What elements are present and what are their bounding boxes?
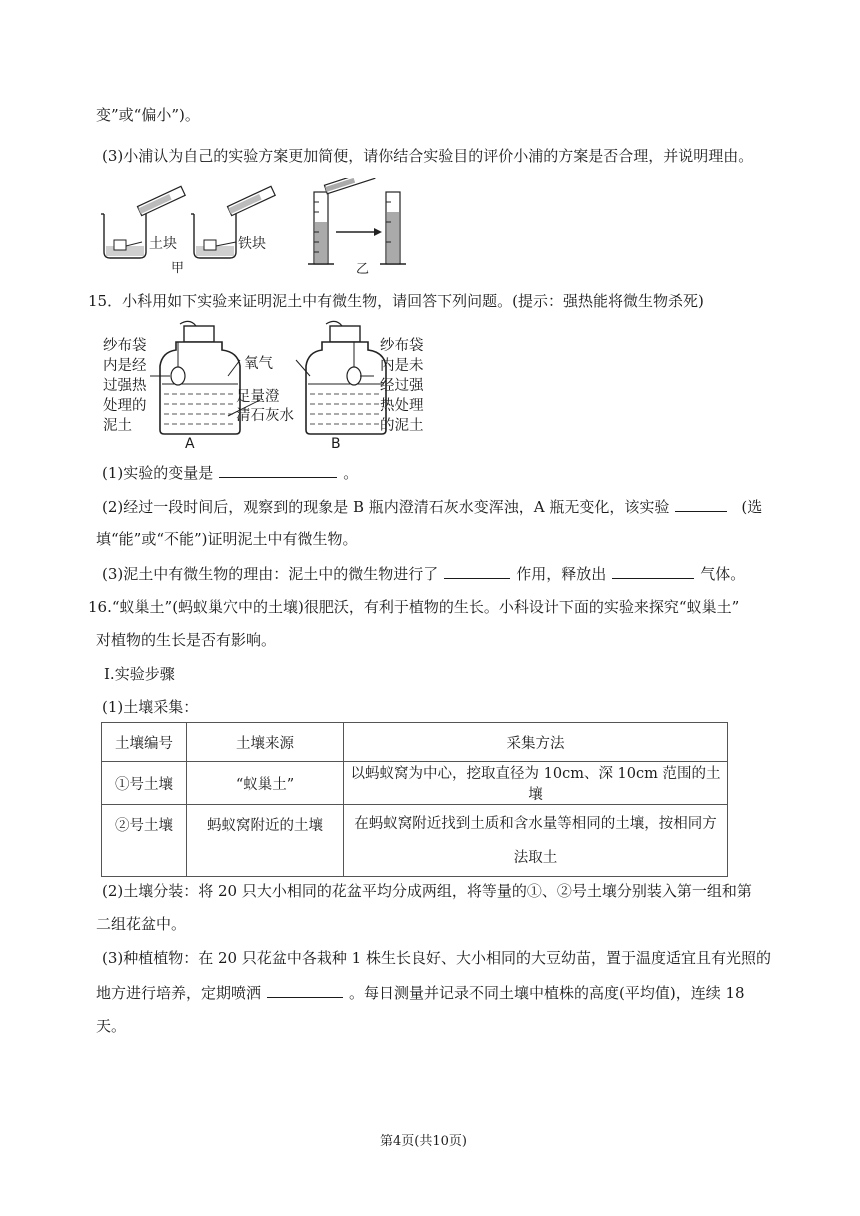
label-limewater: 足量澄 清石灰水	[236, 389, 294, 424]
beaker-soil-icon	[101, 214, 146, 258]
page-footer: 第4页(共10页)	[380, 1134, 467, 1149]
q14-part3: (3)小浦认为自己的实验方案更加简便，请你结合实验目的评价小浦的方案是否合理，并说明理由。	[102, 147, 754, 165]
q15-part2-line1: (2)经过一段时间后，观察到的现象是 B 瓶内澄清石灰水变浑浊，A 瓶无变化，该实验 (选	[102, 498, 763, 516]
table-cell: 在蚂蚁窝附近找到土质和含水量等相同的土壤，按相同方 法取土	[344, 805, 728, 877]
q16-step2-line1: (2)土壤分装：将 20 只大小相同的花盆平均分成两组，将等量的①、②号土壤分别装入第一组和第	[102, 882, 752, 900]
table-header-row	[102, 723, 728, 762]
answer-blank-can[interactable]	[675, 497, 727, 512]
soil-collection-table	[101, 722, 728, 877]
q15-stem: 15．小科用如下实验来证明泥土中有微生物，请回答下列问题。(提示：强热能将微生物杀死)	[88, 292, 704, 310]
q16-stem-line2: 对植物的生长是否有影响。	[96, 631, 277, 649]
q16-section-title: Ⅰ.实验步骤	[104, 665, 175, 683]
label-bottle-a: A	[185, 436, 195, 452]
q16-step1: (1)土壤采集：	[102, 698, 199, 716]
q15-part2-line2: 填“能”或“不能”)证明泥土中有微生物。	[96, 530, 358, 548]
answer-blank-spray[interactable]	[267, 983, 343, 998]
label-jia: 甲	[171, 261, 185, 276]
beaker-cylinder-figure	[100, 178, 420, 278]
answer-blank-variable[interactable]	[219, 463, 337, 478]
q16-step3-line3: 天。	[96, 1017, 127, 1035]
q15-part3: (3)泥土中有微生物的理由：泥土中的微生物进行了 作用，释放出 气体。	[102, 565, 746, 583]
q16-step3-line1: (3)种植植物：在 20 只花盆中各栽种 1 株生长良好、大小相同的大豆幼苗，置于温度适宜且有光照的	[102, 949, 771, 967]
right-bag-note: 纱布袋 内是未 经过强 热处理 的泥土	[380, 338, 424, 434]
table-cell: ①号土壤	[102, 762, 187, 805]
graduated-cylinder-result-icon	[380, 192, 406, 264]
label-bottle-b: B	[331, 436, 341, 452]
q14-prev-line: 变”或“偏小”)。	[96, 106, 200, 124]
table-header: 采集方法	[344, 723, 728, 762]
table-cell: “蚁巢土”	[187, 762, 344, 805]
beaker-iron-icon	[191, 214, 236, 258]
answer-blank-gas[interactable]	[612, 564, 694, 579]
table-header: 土壤编号	[102, 723, 187, 762]
bottle-a-icon	[160, 321, 240, 434]
table-cell: 蚂蚁窝附近的土壤	[187, 805, 344, 877]
table-cell: ②号土壤	[102, 805, 187, 877]
graduated-cylinder-icon	[308, 192, 334, 264]
answer-blank-process[interactable]	[444, 564, 510, 579]
bottle-b-icon	[306, 321, 386, 434]
q16-stem-line1: 16.“蚁巢土”(蚂蚁巢穴中的土壤)很肥沃，有利于植物的生长。小科设计下面的实验来探究“蚁巢土”	[88, 598, 740, 616]
q15-part1: (1)实验的变量是 。	[102, 464, 359, 482]
table-row	[102, 762, 728, 805]
table-header: 土壤来源	[187, 723, 344, 762]
label-oxygen: 氧气	[244, 356, 273, 372]
table-cell: 以蚂蚁窝为中心，挖取直径为 10cm、深 10cm 范围的土壤	[344, 762, 728, 805]
label-soil-block: 土块	[149, 236, 177, 252]
label-iron-block: 铁块	[238, 236, 266, 252]
q16-step2-line2: 二组花盆中。	[96, 915, 187, 933]
q16-step3-line2: 地方进行培养，定期喷洒 。每日测量并记录不同土壤中植株的高度(平均值)，连续 18	[96, 984, 745, 1002]
left-bag-note: 纱布袋 内是经 过强热 处理的 泥土	[103, 338, 147, 434]
label-yi: 乙	[356, 262, 370, 277]
table-row	[102, 805, 728, 877]
